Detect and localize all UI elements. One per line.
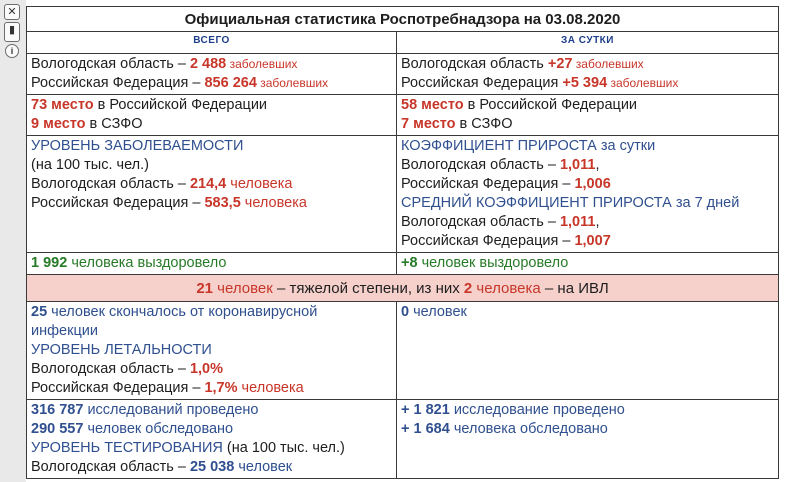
tests-total-line	[31, 401, 392, 420]
severe-row	[27, 275, 779, 302]
growth-daily-heading: КОЭФФИЦИЕНТ ПРИРОСТА	[401, 138, 597, 154]
tests-day-line	[401, 401, 774, 420]
growth-weekly-rf-line	[401, 232, 774, 251]
lethality-unit: человека	[237, 380, 304, 396]
growth-daily-region-value: 1,011	[559, 157, 596, 173]
rank-total-szfo-line	[31, 115, 392, 134]
growth-daily-suffix: за сутки	[596, 138, 656, 154]
rf-label: Российская Федерация –	[401, 233, 575, 249]
region-label: Вологодская область	[401, 56, 548, 72]
growth-weekly-suffix: за 7 дней	[671, 195, 740, 211]
incidence-unit: человека	[226, 176, 293, 192]
rank-text: в Российской Федерации	[463, 97, 638, 113]
deaths-day-cell	[397, 302, 779, 400]
growth-weekly-region-value: 1,011	[559, 214, 596, 230]
growth-daily-rf-line	[401, 175, 774, 194]
deaths-day-text: человек	[409, 304, 467, 320]
rank-row	[27, 95, 779, 136]
column-header-total: ВСЕГО	[27, 32, 397, 54]
deaths-total-line	[31, 303, 392, 322]
szfo-place-value: 9 место	[31, 116, 86, 132]
incidence-note: (на 100 тыс. чел.)	[31, 157, 149, 173]
incidence-unit: человека	[240, 195, 307, 211]
lethality-heading: УРОВЕНЬ ЛЕТАЛЬНОСТИ	[31, 342, 212, 358]
growth-weekly-heading-line	[401, 194, 774, 213]
rank-day-rf-line	[401, 96, 774, 115]
region-label: Вологодская область –	[31, 361, 190, 377]
rf-place-value: 58 место	[401, 97, 464, 113]
tests-day-examined-value: + 1 684	[401, 421, 450, 437]
deaths-row	[27, 302, 779, 400]
incidence-cell	[27, 136, 397, 253]
comma: ,	[595, 214, 600, 230]
deaths-total-value: 25	[31, 304, 48, 320]
cases-day-cell	[397, 54, 779, 95]
lethality-rf-value: 1,7%	[204, 380, 238, 396]
cases-row	[27, 54, 779, 95]
recovered-total-cell	[27, 253, 397, 275]
rank-text: в Российской Федерации	[93, 97, 268, 113]
tests-day-examined-text: человека обследовано	[449, 421, 608, 437]
cases-unit: заболевших	[226, 57, 298, 71]
cases-total-region-line	[31, 55, 392, 74]
cases-day-region-line	[401, 55, 774, 74]
rank-total-cell	[27, 95, 397, 136]
testing-heading-line	[31, 439, 392, 458]
cases-unit: заболевших	[256, 76, 329, 90]
growth-daily-rf-value: 1,006	[574, 176, 611, 192]
ivl-text: – на ИВЛ	[540, 280, 609, 297]
deaths-total-cell	[27, 302, 397, 400]
recovered-day-cell	[397, 253, 779, 275]
incidence-heading: УРОВЕНЬ ЗАБОЛЕВАЕМОСТИ	[31, 138, 244, 154]
tests-total-cell	[27, 400, 397, 479]
testing-note: (на 100 тыс. чел.)	[222, 440, 345, 456]
growth-weekly-region-line	[401, 213, 774, 232]
close-icon[interactable]: ✕	[4, 4, 20, 20]
rf-label: Российская Федерация –	[31, 380, 205, 396]
deaths-text-cont: инфекции	[31, 323, 98, 339]
lethality-region-line	[31, 360, 392, 379]
bookmark-icon[interactable]: ▮	[4, 22, 20, 42]
tests-day-cell	[397, 400, 779, 479]
lethality-region-value: 1,0%	[189, 361, 224, 377]
cases-total-rf-line	[31, 74, 392, 93]
growth-weekly-rf-value: 1,007	[574, 233, 611, 249]
recovered-text: человек выздоровело	[417, 255, 569, 271]
rf-incidence-value: 583,5	[204, 195, 241, 211]
tests-day-examined-line	[401, 420, 774, 439]
tests-day-text: исследование проведено	[449, 402, 625, 418]
tests-row	[27, 400, 779, 479]
severe-value: 21	[196, 280, 213, 297]
tests-examined-value: 290 557	[31, 421, 84, 437]
rank-text: в СЗФО	[85, 116, 143, 132]
title-row	[27, 7, 779, 32]
tests-examined-line	[31, 420, 392, 439]
rank-text: в СЗФО	[455, 116, 513, 132]
region-label: Вологодская область –	[31, 176, 190, 192]
recovered-row	[27, 253, 779, 275]
info-icon[interactable]: i	[5, 44, 19, 58]
rf-label: Российская Федерация –	[31, 195, 205, 211]
region-label: Вологодская область –	[401, 157, 560, 173]
incidence-row	[27, 136, 779, 253]
deaths-day-value: 0	[401, 304, 410, 320]
incidence-region-line	[31, 175, 392, 194]
column-header-day: ЗА СУТКИ	[397, 32, 779, 54]
tests-total-value: 316 787	[31, 402, 84, 418]
viewer-side-strip	[0, 0, 26, 482]
lethality-rf-line	[31, 379, 392, 398]
region-label: Вологодская область –	[31, 56, 190, 72]
severe-cell	[27, 275, 779, 302]
szfo-place-value: 7 место	[401, 116, 456, 132]
tests-text: исследований проведено	[83, 402, 259, 418]
rank-day-cell	[397, 95, 779, 136]
cases-total-cell	[27, 54, 397, 95]
severe-text: – тяжелой степени, из них	[272, 280, 464, 297]
cases-unit: заболевших	[572, 57, 644, 71]
rank-total-rf-line	[31, 96, 392, 115]
rf-cases-value: 856 264	[204, 75, 257, 91]
testing-region-line	[31, 458, 392, 477]
severe-unit: человек	[213, 280, 273, 297]
rf-label: Российская Федерация –	[401, 176, 575, 192]
region-incidence-value: 214,4	[189, 176, 227, 192]
table-title: Официальная статистика Роспотребнадзора на 03.08.2020	[27, 7, 779, 32]
cases-day-rf-line	[401, 74, 774, 93]
region-day-cases-value: +27	[547, 56, 573, 72]
ivl-unit: человека	[472, 280, 541, 297]
column-header-row	[27, 32, 779, 54]
region-cases-value: 2 488	[189, 56, 227, 72]
testing-region-value: 25 038	[189, 459, 235, 475]
growth-daily-heading-line	[401, 137, 774, 156]
tests-examined-text: человек обследовано	[83, 421, 234, 437]
testing-heading: УРОВЕНЬ ТЕСТИРОВАНИЯ	[31, 440, 223, 456]
growth-cell	[397, 136, 779, 253]
region-label: Вологодская область –	[31, 459, 190, 475]
ivl-value: 2	[463, 280, 473, 297]
rf-label: Российская Федерация	[401, 75, 563, 91]
growth-daily-region-line	[401, 156, 774, 175]
rf-day-cases-value: +5 394	[562, 75, 608, 91]
recovered-day-value: +8	[401, 255, 418, 271]
growth-weekly-heading: СРЕДНИЙ КОЭФФИЦИЕНТ ПРИРОСТА	[401, 195, 672, 211]
incidence-rf-line	[31, 194, 392, 213]
rf-label: Российская Федерация –	[31, 75, 205, 91]
recovered-text: человека выздоровело	[67, 255, 227, 271]
recovered-total-value: 1 992	[31, 255, 68, 271]
rf-place-value: 73 место	[31, 97, 94, 113]
rank-day-szfo-line	[401, 115, 774, 134]
comma: ,	[595, 157, 600, 173]
cases-unit: заболевших	[607, 76, 679, 90]
statistics-table	[26, 6, 779, 479]
region-label: Вологодская область –	[401, 214, 560, 230]
tests-day-value: + 1 821	[401, 402, 450, 418]
testing-unit: человек	[234, 459, 293, 475]
deaths-text: человек скончалось от коронавирусной	[47, 304, 318, 320]
